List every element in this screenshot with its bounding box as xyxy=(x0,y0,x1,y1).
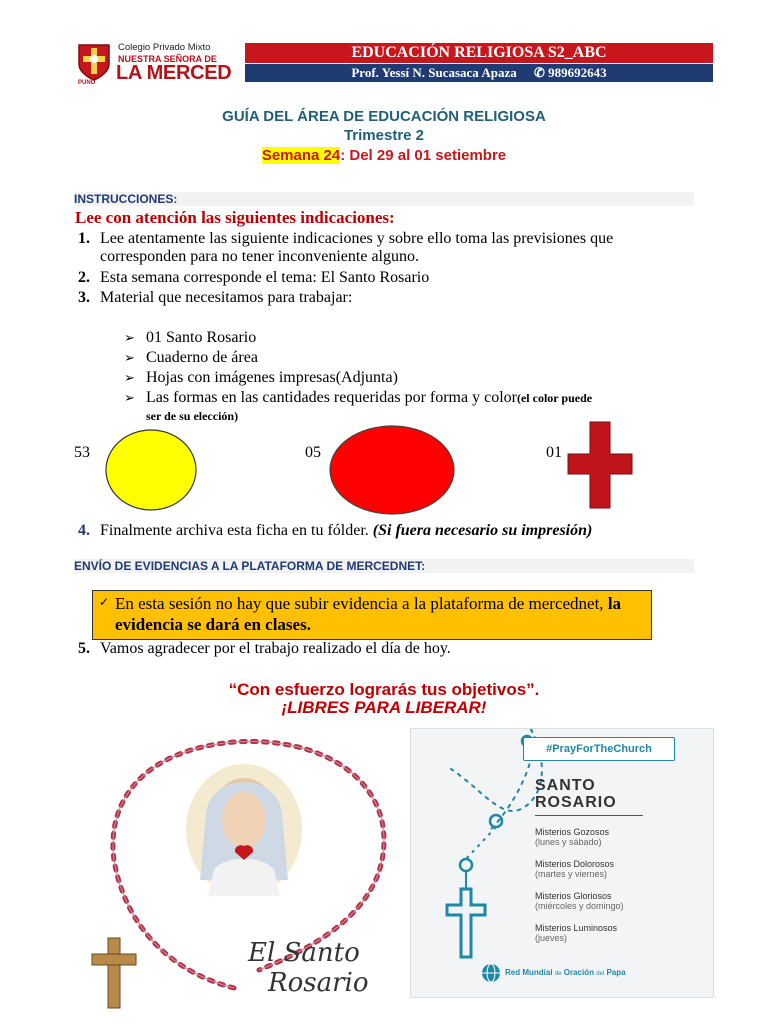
mystery-item: Misterios Gloriosos (miércoles y domingo) xyxy=(535,891,624,911)
hashtag-badge: #PrayForTheChurch xyxy=(523,737,675,761)
title-divider xyxy=(535,815,643,816)
card-title-2: ROSARIO xyxy=(535,794,617,811)
shape-count-cross: 01 xyxy=(546,444,562,461)
logo-line3: LA MERCED xyxy=(116,62,232,84)
instructions-lead: Lee con atención las siguientes indicaciones: xyxy=(75,208,395,227)
shape-count-circle-yellow: 53 xyxy=(74,444,90,461)
item-text: Finalmente archiva esta ficha en tu fólder. xyxy=(100,522,369,539)
arrow-bullet-icon: ➢ xyxy=(124,350,135,365)
mystery-item: Misterios Dolorosos (martes y viernes) xyxy=(535,859,615,879)
evidence-bold: la evidencia se dará en clases. xyxy=(115,594,622,634)
mystery-item: Misterios Gozosos (lunes y sábado) xyxy=(535,827,610,847)
evidence-text: En esta sesión no hay que subir evidencia a la plataforma de mercednet, xyxy=(115,594,604,613)
item-number: 3. xyxy=(78,289,90,306)
week-title xyxy=(0,147,768,164)
evidence-notice-box xyxy=(92,590,652,640)
globe-logo-icon xyxy=(481,963,501,983)
week-label: Semana 24 xyxy=(261,147,341,164)
teacher-bar xyxy=(245,64,713,82)
logo-line2: NUESTRA SEÑORA DE xyxy=(118,54,217,64)
phone-icon: ✆ xyxy=(533,65,545,80)
rosary-info-card xyxy=(410,728,714,998)
motivational-quote: “Con esfuerzo lograrás tus objetivos”. xyxy=(228,680,540,699)
evidence-heading: ENVÍO DE EVIDENCIAS A LA PLATAFORMA DE MERCEDNET: xyxy=(74,559,694,573)
shape-count-circle-red: 05 xyxy=(305,444,321,461)
list-item xyxy=(78,640,698,660)
material-note-2: ser de su elección) xyxy=(146,409,239,423)
instructions-heading: INSTRUCCIONES: xyxy=(74,192,694,206)
logo-line1: Colegio Privado Mixto xyxy=(118,42,211,53)
check-icon: ✓ xyxy=(99,595,110,609)
item-text: Vamos agradecer por el trabajo realizado el día de hoy. xyxy=(100,640,451,657)
item-number: 2. xyxy=(78,269,90,286)
red-cross-shape xyxy=(566,420,634,510)
week-range: : Del 29 al 01 setiembre xyxy=(340,147,507,164)
list-item xyxy=(78,289,698,309)
material-note: (el color puede xyxy=(516,391,593,405)
arrow-bullet-icon: ➢ xyxy=(124,330,135,345)
item-number: 4. xyxy=(78,522,90,539)
guide-title: GUÍA DEL ÁREA DE EDUCACIÓN RELIGIOSA xyxy=(222,108,546,125)
course-bar: EDUCACIÓN RELIGIOSA S2_ABC xyxy=(245,43,713,63)
item-note: (Si fuera necesario su impresión) xyxy=(372,522,593,539)
teacher-name: Prof. Yessí N. Sucasaca Apaza xyxy=(351,65,517,80)
list-item xyxy=(78,230,698,270)
logo-city: PUNO xyxy=(78,80,96,86)
item-text: Esta semana corresponde el tema: El Santo Rosario xyxy=(100,269,430,286)
teacher-phone: 989692643 xyxy=(548,65,607,80)
image-caption-1: El Santo xyxy=(248,938,360,968)
crucifix-icon xyxy=(92,938,136,1008)
trimester-title: Trimestre 2 xyxy=(343,127,425,144)
arrow-bullet-icon: ➢ xyxy=(124,390,135,405)
card-footer: Red Mundial de Oración del Papa xyxy=(505,968,626,977)
mystery-item: Misterios Luminosos (jueves) xyxy=(535,923,618,943)
card-title-1: SANTO xyxy=(535,777,596,794)
item-text: Lee atentamente las siguiente indicaciones y sobre ello toma las previsiones que corresponden para no tener inconveniente alguno. xyxy=(100,230,614,265)
yellow-circle-shape xyxy=(104,428,198,512)
list-item xyxy=(78,522,718,542)
arrow-bullet-icon: ➢ xyxy=(124,370,135,385)
item-text: Material que necesitamos para trabajar: xyxy=(100,289,353,306)
item-number: 5. xyxy=(78,640,90,657)
item-number: 1. xyxy=(78,230,90,247)
school-crest-icon xyxy=(76,42,112,82)
list-item xyxy=(78,269,698,289)
image-caption-2: Rosario xyxy=(268,968,369,998)
motto: ¡LIBRES PARA LIBERAR! xyxy=(281,698,487,717)
red-circle-shape xyxy=(328,424,456,516)
